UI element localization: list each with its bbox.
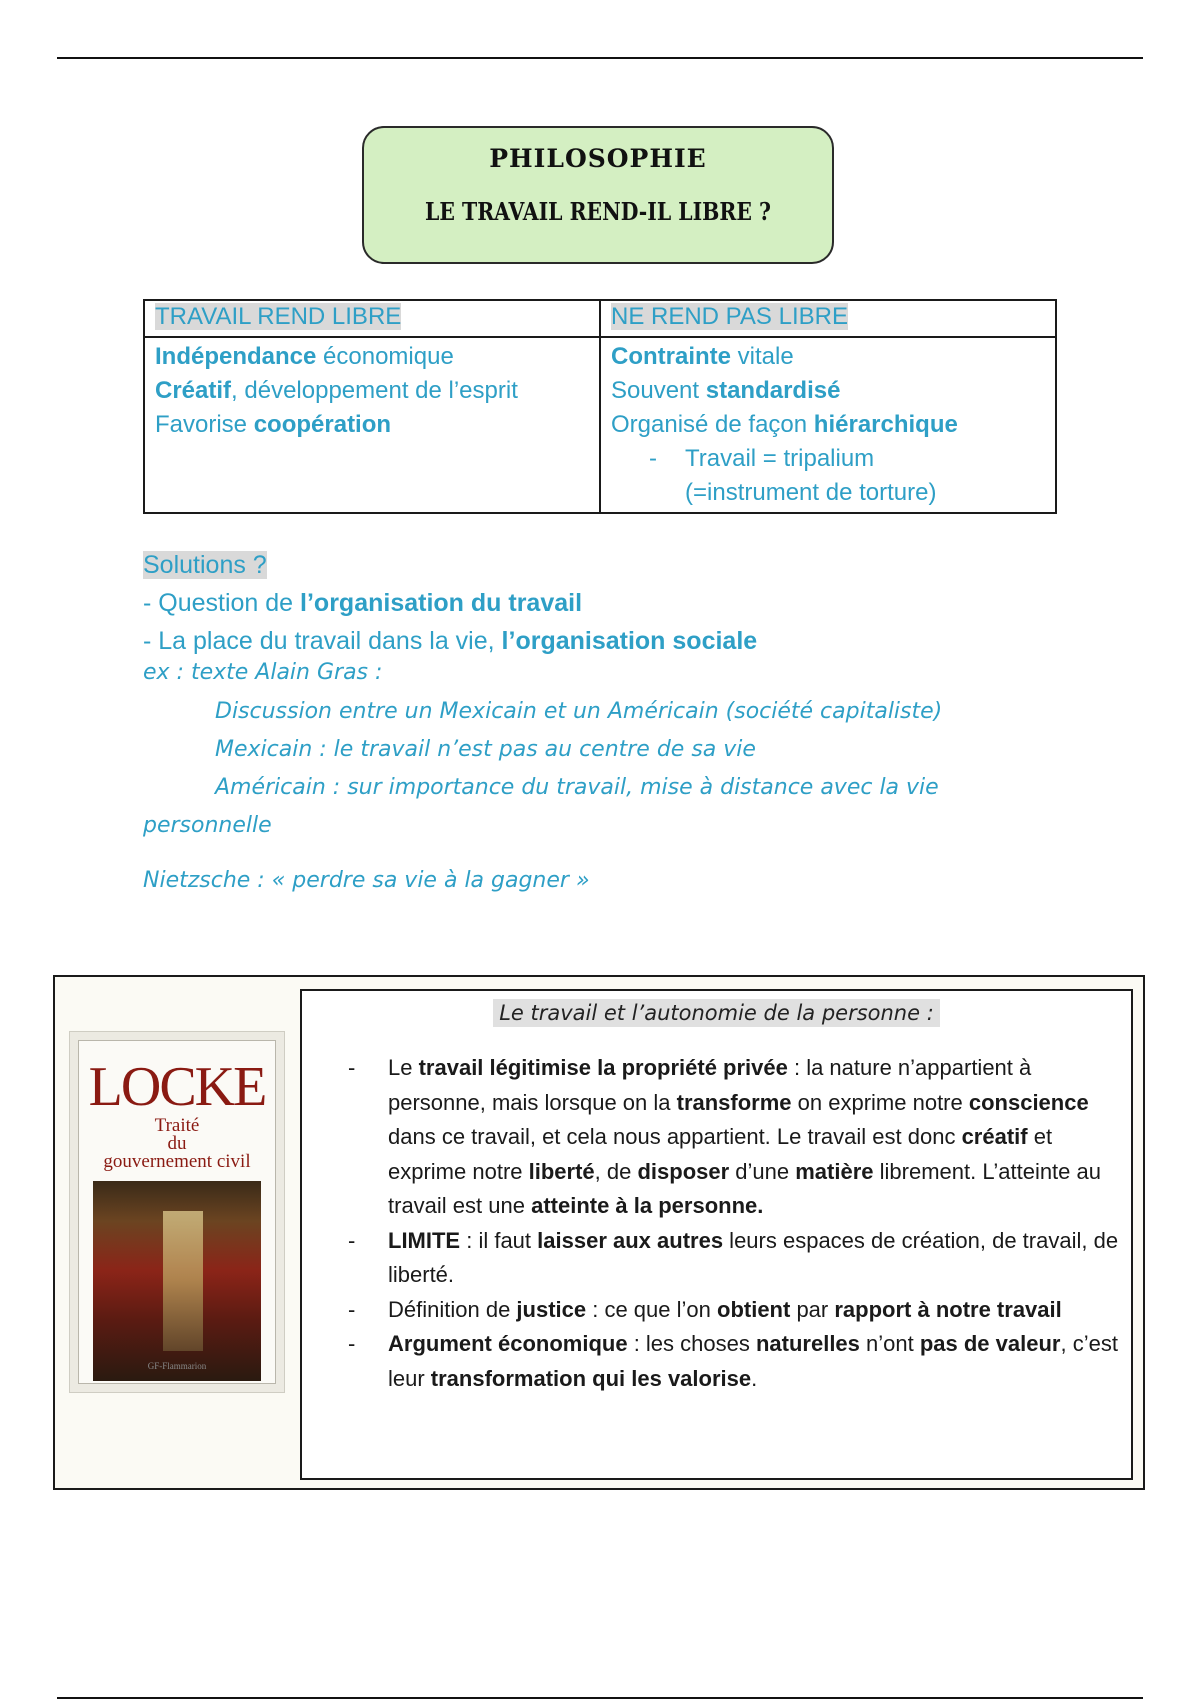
list-item: Organisé de façon hiérarchique	[611, 411, 958, 438]
list-item: - LIMITE : il faut laisser aux autres leurs espaces de création, de travail, de liberté.	[348, 1227, 1119, 1287]
example-line-cont: personnelle	[143, 813, 272, 838]
solutions-line: - La place du travail dans la vie, l’organisation sociale	[143, 627, 758, 655]
book-title: du	[167, 1133, 187, 1154]
subject-title: PHILOSOPHIE	[489, 144, 707, 173]
list-item: - Définition de justice : ce que l’on obtient par rapport à notre travail	[348, 1296, 1062, 1322]
example-label: ex : texte Alain Gras :	[143, 660, 383, 685]
list-item: Souvent standardisé	[611, 377, 841, 404]
example-line: Mexicain : le travail n’est pas au centre de sa vie	[215, 737, 756, 762]
locke-heading: Le travail et l’autonomie de la personne :	[302, 1001, 1131, 1025]
locke-text-box	[300, 989, 1133, 1480]
list-item: - Argument économique : les choses naturelles n’ont pas de valeur, c’est leur transformation qui les valorise.	[348, 1331, 1118, 1391]
free-column	[144, 337, 600, 513]
list-item: - Le travail légitimise la propriété privée : la nature n’appartient à personne, mais lorsque on la transforme on exprime notre conscience dans ce travail, et cela nous appartient. Le travail est donc créatif et exprime notre liberté, de disposer d’une matière librement. L’atteinte au travail est une atteinte à la personne.	[348, 1055, 1101, 1218]
solutions-heading: Solutions ?	[143, 551, 267, 579]
list-item: Indépendance économique	[155, 343, 454, 370]
top-rule	[57, 57, 1143, 59]
solutions-section	[143, 546, 757, 660]
book-cover-image	[69, 1031, 285, 1393]
locke-section	[53, 975, 1145, 1490]
list-item: Favorise coopération	[155, 411, 392, 438]
locke-list	[342, 1051, 1122, 1396]
book-publisher: GF-Flammarion	[147, 1361, 207, 1371]
title-box	[362, 126, 834, 264]
book-author: LOCKE	[88, 1056, 266, 1118]
example-line: Américain : sur importance du travail, mise à distance avec la vie	[215, 775, 939, 800]
book-title: gouvernement civil	[103, 1151, 251, 1172]
table-header-free: TRAVAIL REND LIBRE	[144, 300, 600, 337]
table-header-not-free: NE REND PAS LIBRE	[600, 300, 1056, 337]
solutions-line: - Question de l’organisation du travail	[143, 589, 583, 617]
list-item: Créatif, développement de l’esprit	[155, 377, 518, 404]
example-line: Discussion entre un Mexicain et un Américain (société capitaliste)	[215, 699, 943, 724]
book-title: Traité	[154, 1115, 200, 1136]
book-painting	[93, 1181, 261, 1381]
sub-list-item: - Travail = tripalium	[649, 445, 875, 472]
question-title: LE TRAVAIL REND-IL LIBRE ?	[425, 197, 771, 226]
comparison-table	[143, 299, 1057, 514]
not-free-column	[600, 337, 1056, 513]
list-item: Contrainte vitale	[611, 343, 794, 370]
nietzsche-quote: Nietzsche : « perdre sa vie à la gagner »	[143, 868, 590, 893]
sub-list-item-cont: (=instrument de torture)	[685, 479, 937, 506]
bottom-rule	[57, 1697, 1143, 1699]
